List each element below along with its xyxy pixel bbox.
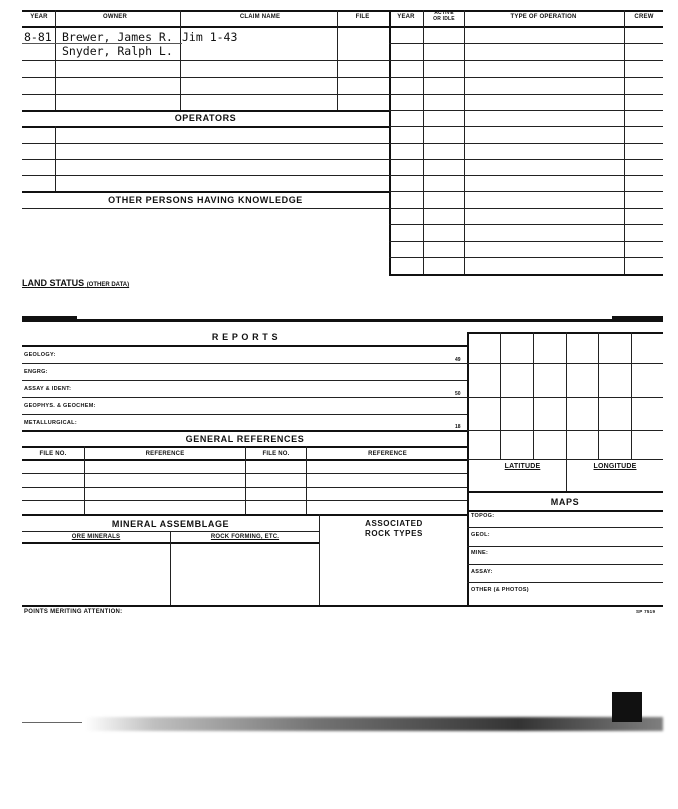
report-engrg: ENGRG: <box>24 369 48 375</box>
header-or-idle: OR IDLE <box>433 16 455 22</box>
latitude-label: LATITUDE <box>504 463 541 470</box>
scan-dark-block <box>612 692 642 722</box>
land-status-text: LAND STATUS <box>22 278 85 288</box>
ref-header-file-no-1: FILE NO. <box>39 451 67 457</box>
other-persons-title: OTHER PERSONS HAVING KNOWLEDGE <box>108 195 303 205</box>
land-status-sub: (OTHER DATA) <box>86 282 130 288</box>
ref-header-file-no-2: FILE NO. <box>262 451 290 457</box>
maps-other: OTHER (& PHOTOS) <box>471 587 529 593</box>
associated-rock-types-1: ASSOCIATED <box>365 519 423 528</box>
maps-topog: TOPOG: <box>471 513 495 519</box>
land-status-label <box>22 278 129 288</box>
entry-year: 8-81 <box>24 30 52 44</box>
entry-owner-1: Brewer, James R. <box>62 30 173 44</box>
ref-header-reference-2: REFERENCE <box>368 451 407 457</box>
header-year-2: YEAR <box>397 14 415 20</box>
report-geophys: GEOPHYS. & GEOCHEM: <box>24 403 96 409</box>
points-meriting-attention: POINTS MERITING ATTENTION: <box>24 609 123 615</box>
entry-claim: Jim 1-43 <box>182 30 238 44</box>
scan-smudge <box>85 717 663 731</box>
report-assay-num: 50 <box>455 391 461 397</box>
separator-mark-left <box>22 316 77 322</box>
maps-title: MAPS <box>550 497 580 507</box>
report-metallurgical-num: 18 <box>455 424 461 430</box>
header-claim-name: CLAIM NAME <box>239 14 281 20</box>
header-year: YEAR <box>30 14 48 20</box>
header-owner: OWNER <box>103 14 127 20</box>
report-geology-num: 49 <box>455 357 461 363</box>
general-references-title: GENERAL REFERENCES <box>185 434 305 444</box>
report-geology: GEOLOGY: <box>24 352 56 358</box>
longitude-label: LONGITUDE <box>593 463 637 470</box>
entry-owner-2: Snyder, Ralph L. <box>62 44 173 58</box>
header-crew: CREW <box>634 14 654 20</box>
rock-forming-header: ROCK FORMING, ETC. <box>210 534 280 540</box>
header-type-of-operation: TYPE OF OPERATION <box>510 14 577 20</box>
report-assay: ASSAY & IDENT: <box>24 386 72 392</box>
header-file: FILE <box>355 14 370 20</box>
reports-title: R E P O R T S <box>211 332 279 342</box>
associated-rock-types-2: ROCK TYPES <box>364 529 423 538</box>
ref-header-reference-1: REFERENCE <box>145 451 185 457</box>
maps-geol: GEOL: <box>471 532 490 538</box>
form-number: SP 7519 <box>636 609 656 614</box>
separator-band <box>22 319 663 322</box>
maps-assay: ASSAY: <box>471 569 493 575</box>
ore-minerals-header: ORE MINERALS <box>71 534 121 540</box>
maps-mine: MINE: <box>471 550 489 556</box>
operators-title: OPERATORS <box>174 113 237 123</box>
mineral-title: MINERAL ASSEMBLAGE <box>111 519 230 529</box>
header-active: ACTIVE <box>434 10 454 16</box>
separator-mark-right <box>612 316 663 322</box>
report-metallurgical: METALLURGICAL: <box>24 420 77 426</box>
